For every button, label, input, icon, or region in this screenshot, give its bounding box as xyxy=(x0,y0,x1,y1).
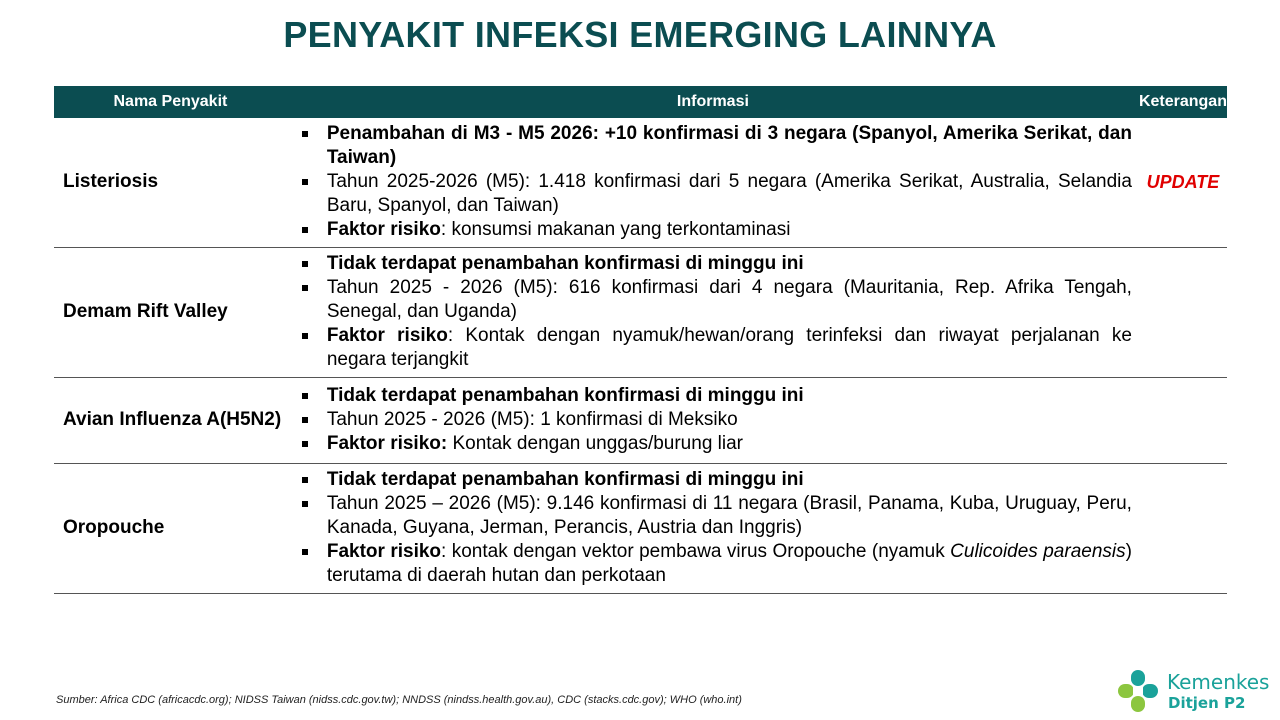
update-badge: UPDATE xyxy=(1139,118,1227,247)
info-list xyxy=(297,468,1132,588)
info-text: ) terutama di daerah hutan dan perkotaan xyxy=(326,541,1132,586)
table-row xyxy=(54,247,1227,377)
info-text: : Kontak dengan nyamuk/hewan/orang terinfeksi dan riwayat perjalanan ke negara terjangkit xyxy=(326,325,1132,370)
disease-name: Oropouche xyxy=(54,463,287,593)
info-item xyxy=(297,408,1132,432)
info-bold: Tidak terdapat penambahan konfirmasi di minggu ini xyxy=(326,253,804,274)
disease-table xyxy=(54,86,1227,594)
info-text: Tahun 2025 - 2026 (M5): 616 konfirmasi dari 4 negara (Mauritania, Rep. Afrika Tengah, Senegal, dan Uganda) xyxy=(326,277,1132,322)
info-bold: Faktor risiko xyxy=(326,541,442,562)
info-bold: Faktor risiko xyxy=(326,325,448,346)
info-item xyxy=(297,384,1132,408)
kemenkes-cross-icon xyxy=(1116,668,1162,714)
disease-info xyxy=(287,247,1139,377)
table-header-row xyxy=(54,86,1227,118)
info-item xyxy=(297,468,1132,492)
disease-name: Demam Rift Valley xyxy=(54,247,287,377)
info-list xyxy=(297,252,1132,372)
info-text: : kontak dengan vektor pembawa virus Oropouche (nyamuk xyxy=(441,541,951,562)
info-text: Tahun 2025-2026 (M5): 1.418 konfirmasi dari 5 negara (Amerika Serikat, Australia, Selandia Baru, Spanyol, dan Taiwan) xyxy=(326,171,1132,217)
info-bold: Penambahan di M3 - M5 2026: +10 konfirmasi di 3 negara (Spanyol, Amerika Serikat, dan Taiwan) xyxy=(326,123,1132,169)
info-item xyxy=(297,324,1132,372)
disease-name: Avian Influenza A(H5N2) xyxy=(54,377,287,463)
source-citation: Sumber: Africa CDC (africacdc.org); NIDSS Taiwan (nidss.cdc.gov.tw); NNDSS (nindss.health.gov.au), CDC (stacks.cdc.gov); WHO (who.int) xyxy=(56,694,742,706)
info-text: Tahun 2025 - 2026 (M5): 1 konfirmasi di Meksiko xyxy=(326,409,738,430)
header-remarks: Keterangan xyxy=(1139,86,1227,118)
table-row xyxy=(54,463,1227,593)
info-item xyxy=(297,540,1132,588)
info-text: Tahun 2025 – 2026 (M5): 9.146 konfirmasi di 11 negara (Brasil, Panama, Kuba, Uruguay, Peru, Kanada, Guyana, Jerman, Perancis, Austria dan Inggris) xyxy=(326,493,1132,538)
remarks-cell xyxy=(1139,247,1227,377)
info-item xyxy=(297,170,1132,218)
logo-title: Kemenkes xyxy=(1167,670,1270,694)
info-bold: Faktor risiko xyxy=(326,219,441,241)
kemenkes-logo xyxy=(1116,666,1276,716)
info-item xyxy=(297,432,1132,456)
info-item xyxy=(297,252,1132,276)
info-italic: Culicoides paraensis xyxy=(950,541,1126,562)
info-text: Kontak dengan unggas/burung liar xyxy=(447,433,743,454)
info-list xyxy=(297,384,1132,456)
disease-info xyxy=(287,463,1139,593)
info-text: : konsumsi makanan yang terkontaminasi xyxy=(440,219,791,241)
remarks-cell xyxy=(1139,463,1227,593)
table-row xyxy=(54,377,1227,463)
info-item xyxy=(297,276,1132,324)
remarks-cell xyxy=(1139,377,1227,463)
info-item xyxy=(297,122,1132,170)
header-disease-name: Nama Penyakit xyxy=(54,86,287,118)
logo-subtitle: Ditjen P2 xyxy=(1168,694,1246,712)
info-bold: Faktor risiko: xyxy=(326,433,448,454)
page-title: PENYAKIT INFEKSI EMERGING LAINNYA xyxy=(283,14,997,55)
table-row xyxy=(54,118,1227,247)
info-list xyxy=(297,122,1132,242)
disease-info xyxy=(287,377,1139,463)
header-information: Informasi xyxy=(287,86,1139,118)
info-item xyxy=(297,218,1132,242)
info-bold: Tidak terdapat penambahan konfirmasi di minggu ini xyxy=(326,385,804,406)
info-bold: Tidak terdapat penambahan konfirmasi di minggu ini xyxy=(326,469,804,490)
info-item xyxy=(297,492,1132,540)
disease-name: Listeriosis xyxy=(54,118,287,247)
disease-info xyxy=(287,118,1139,247)
